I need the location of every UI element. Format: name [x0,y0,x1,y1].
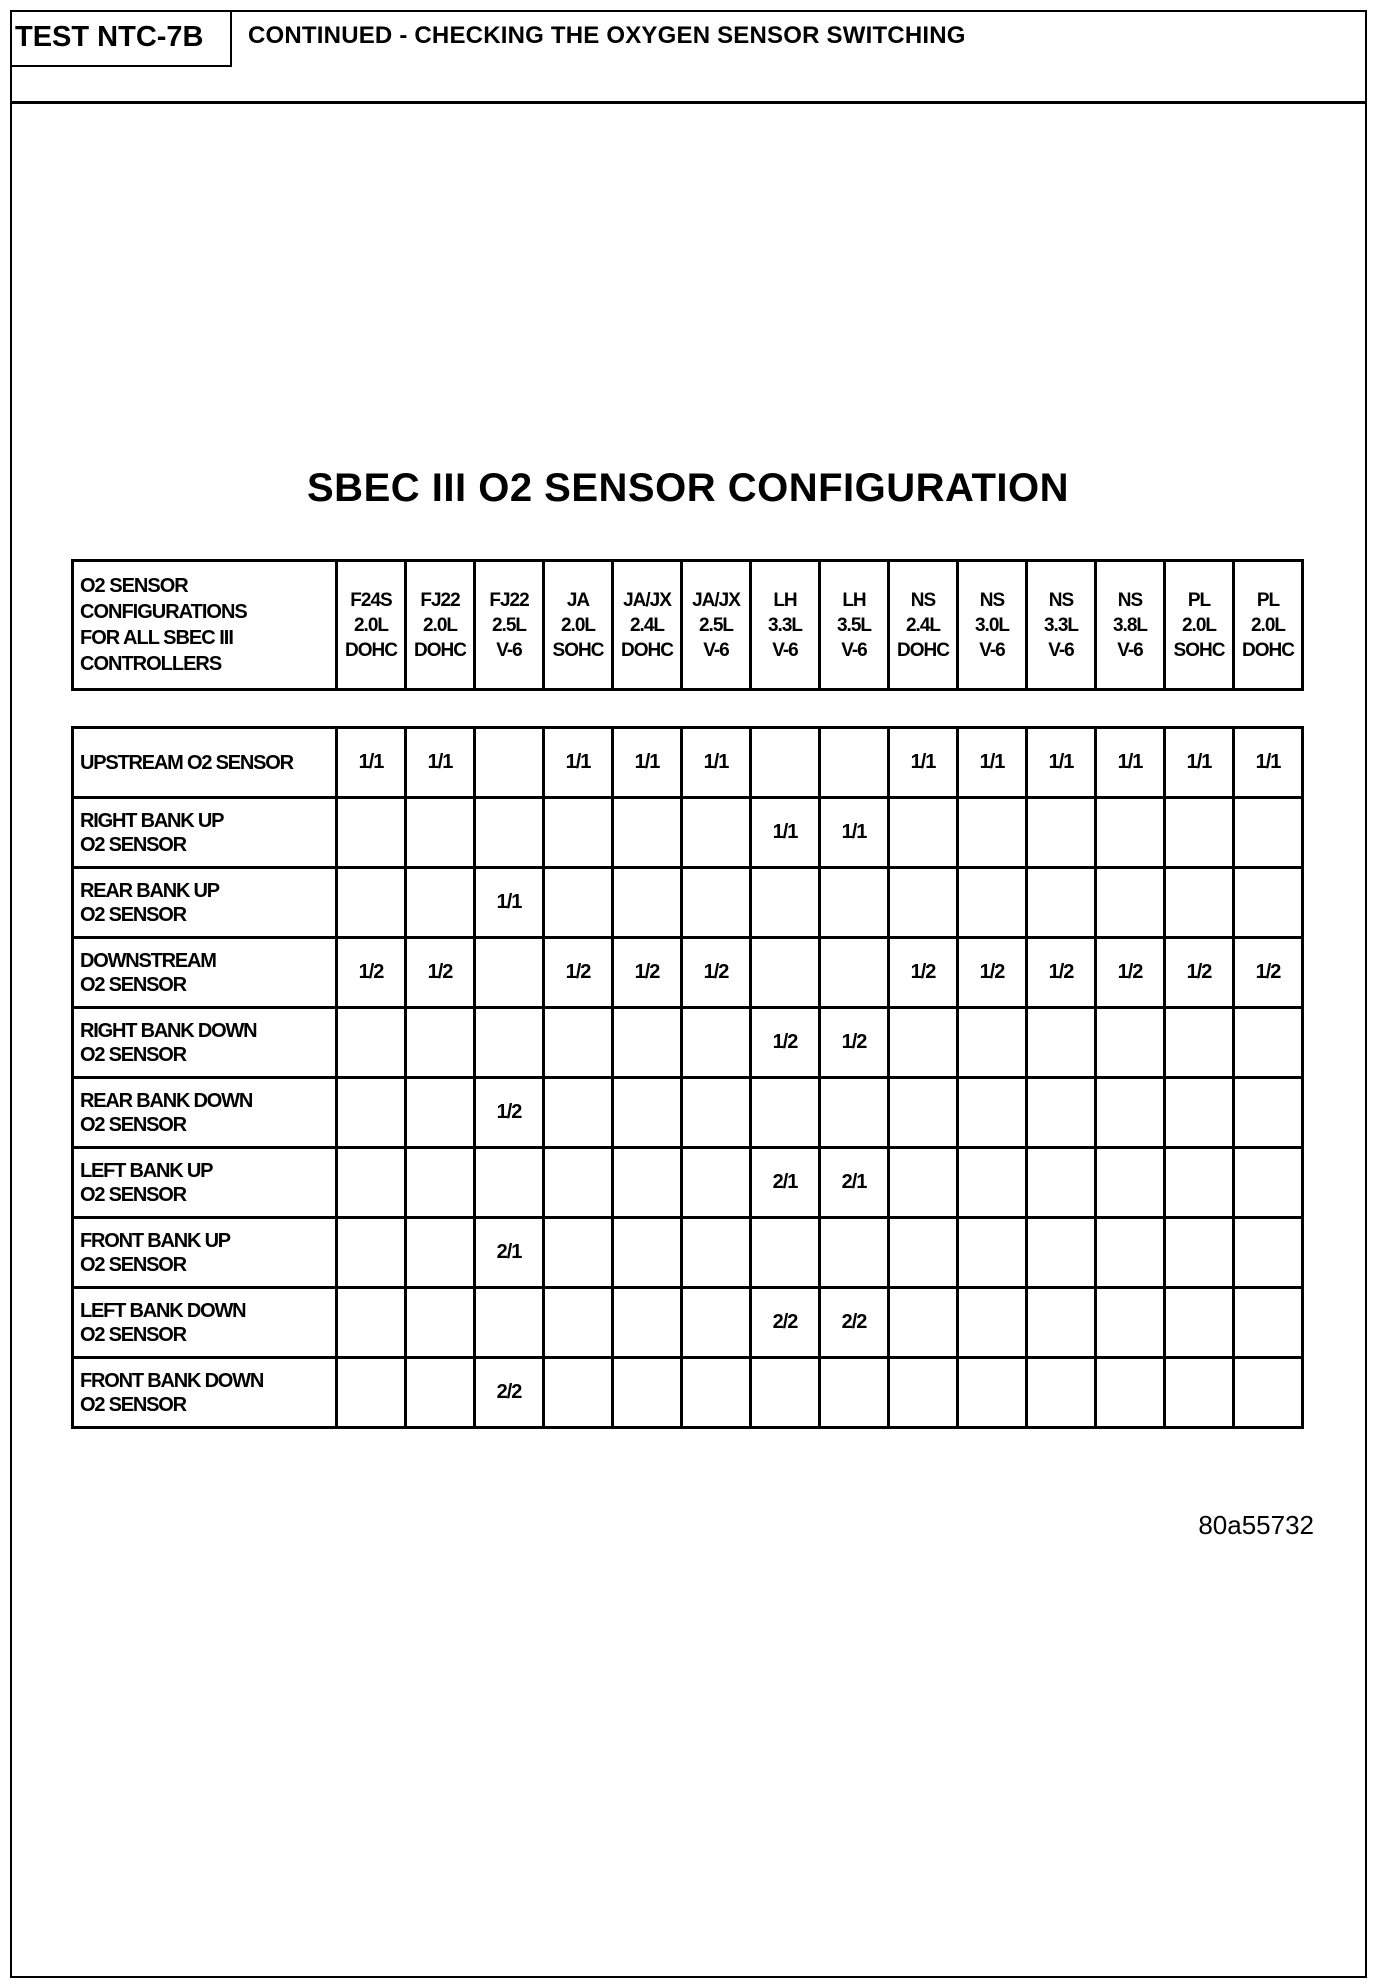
row-label [73,798,337,868]
table-cell [889,1288,958,1358]
vehicle-header-line: DOHC [414,639,466,661]
vehicle-header-line: DOHC [621,639,673,661]
row-label-line: O2 SENSOR [80,1323,186,1346]
row-label-line: RIGHT BANK DOWN [80,1019,257,1042]
table-cell [889,1218,958,1288]
table-cell [820,868,889,938]
table-row [73,1078,1303,1148]
table-cell [1027,1218,1096,1288]
table-cell [682,868,751,938]
vehicle-header-line: 2.4L [905,614,941,636]
table-cell: 2/1 [820,1148,889,1218]
table-cell [613,1078,682,1148]
row-label [73,938,337,1008]
table-cell [544,1008,613,1078]
table-cell: 1/2 [406,938,475,1008]
table-cell: 1/2 [1027,938,1096,1008]
table-row [73,1148,1303,1218]
table-row [73,798,1303,868]
vehicle-header-line: JA/JX [692,589,740,611]
table-cell [406,868,475,938]
table-cell [889,868,958,938]
vehicle-header-line: 3.8L [1112,614,1148,636]
table-cell [1165,1008,1234,1078]
table-cell: 1/1 [544,728,613,798]
table-cell [751,938,820,1008]
table-cell: 1/2 [820,1008,889,1078]
row-label-line: REAR BANK DOWN [80,1089,253,1112]
row-label [73,868,337,938]
table-cell [475,798,544,868]
table-cell [613,1008,682,1078]
vehicle-column-header [406,561,475,690]
table-cell [682,798,751,868]
vehicle-column-header [475,561,544,690]
table-cell [613,1358,682,1428]
vehicle-header-line: 2.0L [353,614,389,636]
table-cell [1165,1078,1234,1148]
vehicle-header-line: PL [1256,589,1280,611]
table-cell: 1/2 [475,1078,544,1148]
table-cell [1234,1288,1303,1358]
vehicle-header-line: V-6 [496,639,522,661]
table-cell [820,728,889,798]
table-cell [475,1288,544,1358]
table-cell [1096,1358,1165,1428]
table-cell [337,1078,406,1148]
table-cell [544,1148,613,1218]
vehicle-header-line: NS [910,589,936,611]
row-label [73,1148,337,1218]
vehicle-header-line: FJ22 [420,589,460,611]
table-cell [544,1218,613,1288]
table-cell [889,1358,958,1428]
table-cell [1027,868,1096,938]
vehicle-column-header [958,561,1027,690]
table-cell [337,1288,406,1358]
vehicle-header-line: SOHC [552,639,604,661]
table-cell [475,1148,544,1218]
vehicle-header-line: V-6 [979,639,1005,661]
table-cell [958,1288,1027,1358]
sensor-data-table [71,726,1304,1429]
table-cell [337,1008,406,1078]
table-cell [475,728,544,798]
table-cell: 1/2 [682,938,751,1008]
table-cell [1096,1078,1165,1148]
table-cell [544,1288,613,1358]
table-cell [889,1008,958,1078]
row-label-line: RIGHT BANK UP [80,809,224,832]
table-cell [751,1218,820,1288]
vehicle-header-line: LH [773,589,797,611]
table-cell [337,1218,406,1288]
table-row [73,1218,1303,1288]
table-cell [820,1218,889,1288]
vehicle-header-line: 2.5L [491,614,527,636]
table-cell: 1/2 [958,938,1027,1008]
table-cell: 2/1 [475,1218,544,1288]
test-label: TEST NTC-7B [10,10,232,67]
table-cell [958,1358,1027,1428]
table-row [73,1358,1303,1428]
vehicle-column-header [1096,561,1165,690]
vehicle-header-line: 2.0L [1181,614,1217,636]
table-cell [337,798,406,868]
vehicle-header-line: 2.5L [698,614,734,636]
vehicle-header-line: JA [566,589,590,611]
vehicle-column-header [1234,561,1303,690]
table-cell: 1/1 [1165,728,1234,798]
vehicle-header-line: V-6 [1117,639,1143,661]
table-cell: 2/1 [751,1148,820,1218]
table-cell [613,868,682,938]
table-cell [1027,1008,1096,1078]
table-row [73,938,1303,1008]
table-cell [1027,1358,1096,1428]
table-row [73,1008,1303,1078]
table-cell [958,1078,1027,1148]
vehicle-header-line: FJ22 [489,589,529,611]
table-cell: 1/1 [958,728,1027,798]
table-cell [682,1288,751,1358]
row-label-line: O2 SENSOR [80,1113,186,1136]
table-row [73,1288,1303,1358]
row-label-line: UPSTREAM O2 SENSOR [80,751,293,774]
config-label-line: FOR ALL SBEC III [80,627,233,649]
table-cell [475,938,544,1008]
row-label-line: FRONT BANK UP [80,1229,230,1252]
table-cell [1234,1078,1303,1148]
table-cell: 1/2 [1234,938,1303,1008]
vehicle-header-line: F24S [350,589,392,611]
table-cell [337,868,406,938]
table-cell [1096,798,1165,868]
row-label-line: O2 SENSOR [80,1253,186,1276]
vehicle-header-line: NS [979,589,1005,611]
table-cell: 1/1 [751,798,820,868]
table-cell: 1/1 [337,728,406,798]
table-cell [613,1218,682,1288]
table-cell [1234,1148,1303,1218]
vehicle-header-line: JA/JX [623,589,671,611]
table-cell [682,1008,751,1078]
table-cell [1165,868,1234,938]
header-title: CONTINUED - CHECKING THE OXYGEN SENSOR SWITCHING [248,22,966,49]
table-row [73,728,1303,798]
table-cell: 1/1 [475,868,544,938]
vehicle-header-line: PL [1187,589,1211,611]
table-cell [1234,1008,1303,1078]
vehicle-column-header [682,561,751,690]
table-cell: 1/2 [1165,938,1234,1008]
row-label [73,1218,337,1288]
table-cell [544,1358,613,1428]
vehicle-header-line: V-6 [772,639,798,661]
table-cell [544,868,613,938]
document-title: SBEC III O2 SENSOR CONFIGURATION [307,466,1069,510]
table-cell [406,1008,475,1078]
table-cell [751,728,820,798]
table-cell [406,1078,475,1148]
table-cell [889,1148,958,1218]
row-label [73,728,337,798]
table-cell [475,1008,544,1078]
table-cell: 1/2 [613,938,682,1008]
vehicle-column-header [889,561,958,690]
table-cell [613,1288,682,1358]
table-cell [958,798,1027,868]
vehicle-header-line: DOHC [1242,639,1294,661]
table-cell: 1/1 [1027,728,1096,798]
table-cell [958,868,1027,938]
table-cell [406,1148,475,1218]
table-cell [1234,798,1303,868]
row-label [73,1358,337,1428]
config-label-line: CONTROLLERS [80,653,222,675]
vehicle-header-line: 2.0L [1250,614,1286,636]
vehicle-header-line: DOHC [897,639,949,661]
vehicle-header-line: 3.5L [836,614,872,636]
vehicle-header-line: LH [842,589,866,611]
row-label-line: LEFT BANK UP [80,1159,213,1182]
vehicle-header-line: SOHC [1173,639,1225,661]
vehicle-header-line: V-6 [1048,639,1074,661]
table-cell [544,798,613,868]
table-cell [1096,1008,1165,1078]
table-cell [682,1218,751,1288]
config-label-cell [73,561,337,690]
table-cell [820,938,889,1008]
vehicle-column-header [820,561,889,690]
config-label-line: O2 SENSOR [80,575,188,597]
row-label-line: FRONT BANK DOWN [80,1369,264,1392]
table-cell [1096,1218,1165,1288]
table-cell: 1/2 [889,938,958,1008]
table-cell [1165,1148,1234,1218]
table-cell [889,798,958,868]
vehicle-header-line: 3.3L [1043,614,1079,636]
vehicle-column-header [337,561,406,690]
table-cell: 1/1 [820,798,889,868]
table-cell [682,1358,751,1428]
table-cell [1096,868,1165,938]
table-cell [820,1358,889,1428]
table-cell [820,1078,889,1148]
table-cell [613,798,682,868]
vehicle-column-header [1027,561,1096,690]
table-cell [1234,868,1303,938]
vehicle-header-line: NS [1117,589,1143,611]
table-cell: 1/1 [1234,728,1303,798]
table-cell [1096,1148,1165,1218]
vehicle-header-line: DOHC [345,639,397,661]
row-label-line: O2 SENSOR [80,1183,186,1206]
table-cell [889,1078,958,1148]
table-row [73,868,1303,938]
table-cell [337,1358,406,1428]
table-cell [751,868,820,938]
vehicle-header-line: 3.3L [767,614,803,636]
row-label-line: O2 SENSOR [80,1393,186,1416]
row-label [73,1008,337,1078]
vehicle-header-line: 2.0L [560,614,596,636]
config-table [71,559,1304,691]
row-label [73,1078,337,1148]
table-cell [337,1148,406,1218]
table-cell [406,1218,475,1288]
vehicle-column-header [613,561,682,690]
row-label-line: REAR BANK UP [80,879,219,902]
row-label [73,1288,337,1358]
table-cell [1234,1358,1303,1428]
vehicle-header-line: 2.4L [629,614,665,636]
table-cell [1027,1148,1096,1218]
row-label-line: O2 SENSOR [80,1043,186,1066]
table-cell [1165,798,1234,868]
table-cell: 1/1 [682,728,751,798]
row-label-line: O2 SENSOR [80,833,186,856]
table-cell [1165,1358,1234,1428]
vehicle-header-line: V-6 [841,639,867,661]
vehicle-column-header [1165,561,1234,690]
table-cell [1027,1288,1096,1358]
table-cell [751,1358,820,1428]
table-cell [1027,1078,1096,1148]
table-cell [682,1078,751,1148]
table-cell [1096,1288,1165,1358]
table-cell: 1/1 [1096,728,1165,798]
table-cell [406,1288,475,1358]
table-cell: 1/1 [613,728,682,798]
row-label-line: O2 SENSOR [80,903,186,926]
vehicle-header-line: NS [1048,589,1074,611]
table-cell [682,1148,751,1218]
table-cell [958,1148,1027,1218]
table-cell [1027,798,1096,868]
table-cell: 1/2 [544,938,613,1008]
table-cell [613,1148,682,1218]
config-label-line: CONFIGURATIONS [80,601,247,623]
row-label-line: LEFT BANK DOWN [80,1299,246,1322]
table-cell: 1/2 [1096,938,1165,1008]
table-cell [544,1078,613,1148]
table-cell: 2/2 [751,1288,820,1358]
table-cell: 1/2 [337,938,406,1008]
table-cell: 1/1 [406,728,475,798]
row-label-line: O2 SENSOR [80,973,186,996]
table-cell: 2/2 [820,1288,889,1358]
table-cell [751,1078,820,1148]
vehicle-header-line: V-6 [703,639,729,661]
table-cell: 2/2 [475,1358,544,1428]
vehicle-header-line: 3.0L [974,614,1010,636]
vehicle-header-line: 2.0L [422,614,458,636]
table-cell [406,798,475,868]
vehicle-column-header [544,561,613,690]
table-cell [958,1008,1027,1078]
table-cell: 1/2 [751,1008,820,1078]
table-cell [1234,1218,1303,1288]
table-cell [1165,1218,1234,1288]
row-label-line: DOWNSTREAM [80,949,216,972]
table-cell [406,1358,475,1428]
vehicle-column-header [751,561,820,690]
config-header-row [73,561,1303,690]
table-cell [958,1218,1027,1288]
table-cell: 1/1 [889,728,958,798]
table-cell [1165,1288,1234,1358]
figure-id: 80a55732 [1198,1510,1314,1540]
